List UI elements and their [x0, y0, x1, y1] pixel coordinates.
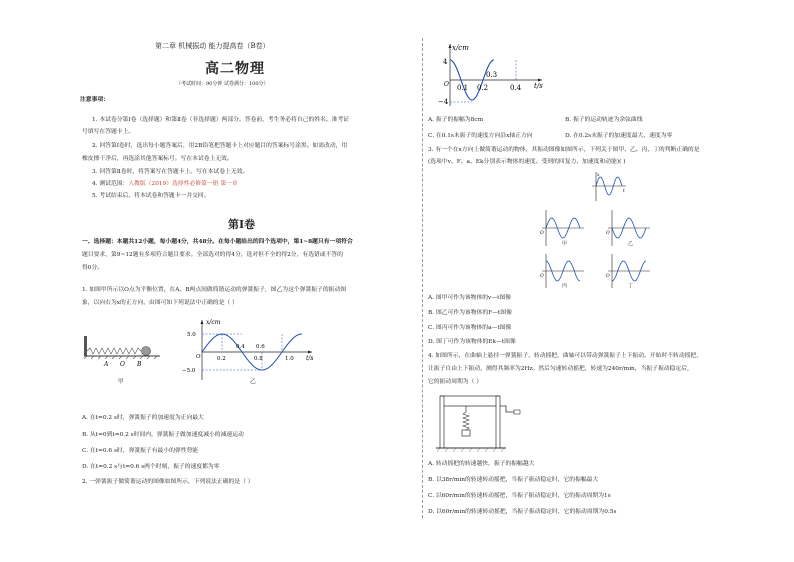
q3-main-graph [586, 170, 628, 202]
q3-option-a[interactable]: A. 图甲可作为该物体的v—t图像 [428, 295, 512, 301]
axis-label-x: x [597, 173, 600, 178]
note-line: 橡皮擦干净后，再选涂其他答案标号。写在本试卷上无效。 [82, 156, 233, 162]
q3-stem-line: 3. 有一个在x方向上做简谐运动的物体，其振动图像如图所示，下列关于图甲、乙、丙、丁的判断正确的是 [428, 147, 700, 153]
t-tick: 0.8 [254, 356, 263, 362]
origin-label: O [540, 231, 544, 236]
q2-xt-graph [428, 40, 548, 108]
origin-label: O [444, 81, 449, 88]
t-tick: 0.4 [236, 344, 245, 350]
q3-label-ding: 丁 [628, 283, 634, 289]
q2-stem: 2. 一弹簧振子做简谐运动的图像如图所示，下列说法正确的是（ ） [82, 479, 254, 485]
q2-option-d[interactable]: D. 在0.2s末振子的加速度最大，速度为零 [565, 133, 673, 139]
q3-option-c[interactable]: C. 图丙可作为该物体的a—t图像 [428, 325, 512, 331]
label-O: O [120, 361, 125, 368]
y-tick-neg: −4 [438, 98, 449, 106]
y-tick-pos: 5.0 [187, 332, 196, 338]
notes-title: 注意事项： [80, 97, 109, 103]
q4-stem-line: 4. 如图所示，在曲轴上悬挂一弹簧振子，转动摇把，曲轴可以带动弹簧振子上下振动。开始时不转动摇把， [428, 353, 703, 359]
label-B: B [137, 361, 142, 368]
t-tick: 0.2 [477, 84, 489, 92]
spring [87, 348, 141, 354]
note-scope-highlight: 人教版（2019）选择性必修第一册 第一章 [128, 181, 238, 187]
q4-stem-line: 它的振动周期为（ ） [428, 379, 483, 385]
chapter-title: 第二章 机械振动 能力提高卷（B卷） [155, 42, 270, 50]
axis-label-x: x/cm [206, 319, 221, 326]
q1-spring-figure [82, 328, 172, 368]
t-tick: 0.2 [217, 356, 226, 362]
note-line: 1. 本试卷分第Ⅰ卷（选择题）和第Ⅱ卷（非选择题）两部分。答卷前，考生务必将自己的姓名、准考证 [92, 117, 350, 123]
origin-label: O [606, 274, 610, 279]
note-line: 号填写在答题卡上。 [82, 129, 135, 135]
q1-xt-graph [182, 316, 318, 384]
page-title: 高二物理 [205, 61, 265, 77]
origin-label: O [540, 274, 544, 279]
origin-label: O [606, 231, 610, 236]
axis-label-t: t/s [306, 355, 314, 362]
q3-label-bing: 丙 [562, 283, 568, 289]
origin-label: O [196, 354, 201, 360]
note-line: 2. 回答第Ⅰ卷时，选出每小题答案后，用2B铅笔把答题卡上对应题目的答案标号涂黑。如需改动，用 [92, 143, 348, 149]
note-line: 5. 考试结束后，将本试卷和答题卡一并交回。 [92, 193, 210, 199]
q1-fig-jia: 甲 [118, 379, 124, 385]
spring [463, 412, 469, 430]
note-line: 3. 回答第Ⅱ卷时，将答案写在答题卡上。写在本试卷上无效。 [92, 169, 249, 175]
q1-option-c[interactable]: C. 在t=0.6 s时，弹簧振子有最小的弹性势能 [82, 448, 199, 454]
q3-label-jia: 甲 [562, 241, 568, 247]
ball [142, 347, 151, 356]
q3-option-b[interactable]: B. 图乙可作为该物体的F—t图像 [428, 310, 512, 316]
q4-option-c[interactable]: C. 以60r/min的转速转动摇把，当振子振动稳定时，它的振动周期为1s [428, 493, 611, 499]
q4-option-d[interactable]: D. 以60r/min的转速转动摇把，当振子振动稳定时，它的振动周期为0.5s [428, 509, 617, 515]
axis-label-x: x/cm [452, 44, 469, 52]
q1-option-b[interactable]: B. 从t=0到t=0.2 s时间内，弹簧振子做加速度减小的减速运动 [82, 432, 244, 438]
q2-option-c[interactable]: C. 在0.1s末振子的速度方向沿x轴正方向 [428, 133, 533, 139]
instruction-line: 题目要求，第9~12题有多项符合题目要求。全部选对的得4分，选对但不全的得2分，有选错或不答的 [82, 252, 343, 258]
label-A: A [104, 361, 109, 368]
q1-stem-line: 1. 如图甲所示以O点为平衡位置，在A、B两点间做简谐运动的弹簧振子，图乙为这个弹簧振子的振动图 [82, 287, 347, 293]
instruction-line: 一、选择题：本题共12小题，每小题4分，共48分。在每小题给出的四个选项中，第1~8题只有一项符合 [82, 239, 353, 245]
t-tick: 0.6 [256, 344, 265, 350]
q1-option-d[interactable]: D. 在t=0.2 s与t=0.6 s两个时刻，振子的速度都为零 [82, 464, 220, 470]
exam-info: （考试时间：90分钟 试卷满分：100分） [176, 81, 269, 87]
part-title: 第Ⅰ卷 [228, 218, 256, 231]
q3-label-yi: 乙 [628, 241, 634, 247]
q4-option-a[interactable]: A. 转动摇把的转速越快，振子的振幅越大 [428, 461, 535, 467]
q1-fig-yi: 乙 [250, 379, 256, 385]
column-divider [422, 38, 423, 518]
axis-label-t: t [623, 189, 625, 194]
q4-stem-line: 让振子自由上下振动，测得其频率为2Hz。然后匀速转动摇把，转速为240r/min，当振子振动稳定后， [428, 366, 693, 372]
instruction-line: 得0分。 [82, 265, 104, 271]
t-tick: 0.4 [510, 84, 522, 92]
ground-hatch [437, 448, 504, 452]
note-scope-label: 4. 测试范围： [92, 181, 129, 187]
q2-option-a[interactable]: A. 振子的振幅为8cm [428, 117, 484, 123]
y-tick-pos: 4 [443, 58, 448, 66]
t-tick: 1.0 [285, 356, 294, 362]
q3-stem-line: (选项中v、F、a、Ek分别表示物体的速度、受到的回复力、加速度和动能)( ) [428, 159, 626, 165]
crank-handle[interactable] [500, 406, 516, 412]
q4-option-b[interactable]: B. 以38r/min的转速转动摇把，当振子振动稳定时，它的振幅最大 [428, 477, 599, 483]
q4-crank-figure [436, 394, 526, 456]
q3-option-d[interactable]: D. 图丁可作为该物体的Ek—t图像 [428, 339, 516, 345]
t-tick: 0.1 [457, 84, 469, 92]
y-tick-neg: −5.0 [182, 368, 196, 374]
q1-option-a[interactable]: A. 在t=0.2 s时，弹簧振子的加速度为正向最大 [82, 415, 204, 421]
axis-label-t: t/s [534, 82, 543, 90]
note-line [92, 180, 238, 188]
q2-option-b[interactable]: B. 振子的运动轨迹为余弦曲线 [565, 117, 643, 123]
t-tick: 0.3 [486, 71, 498, 79]
oscillator-mass [462, 430, 470, 436]
q1-stem-line: 象，以向右为x的正方向，由图可知下列说法中正确的是（ ） [82, 300, 238, 306]
